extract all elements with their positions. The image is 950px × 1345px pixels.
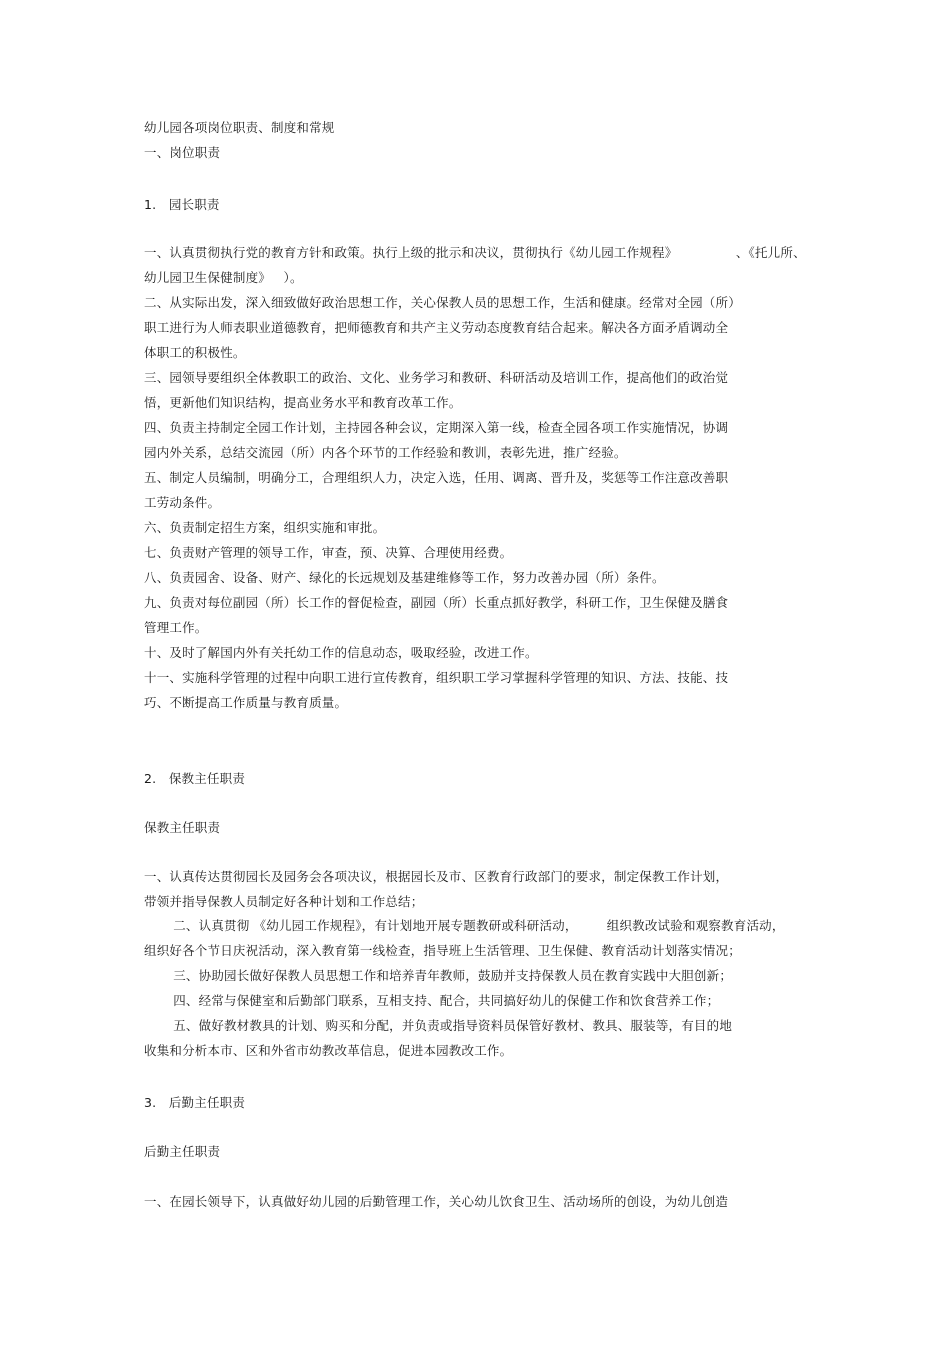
paragraph-line: 一、认真传达贯彻园长及园务会各项决议，根据园长及市、区教育行政部门的要求，制定保教工作计划，: [144, 869, 729, 884]
paragraph-line: 五、做好教材教具的计划、购买和分配，并负责或指导资料员保管好教材、教具、服装等，有目的地: [144, 1018, 733, 1033]
section-heading: 3. 后勤主任职责: [144, 1095, 246, 1110]
paragraph-line: 四、负责主持制定全园工作计划，主持园各种会议，定期深入第一线，检查全园各项工作实施情况，协调: [144, 420, 729, 435]
document-title: 幼儿园各项岗位职责、制度和常规: [144, 120, 335, 135]
paragraph-line: 四、经常与保健室和后勤部门联系，互相支持、配合，共同搞好幼儿的保健工作和饮食营养工作；: [144, 993, 720, 1008]
paragraph-line: 幼儿园卫生保健制度》 ）。: [144, 270, 303, 285]
paragraph-line: 二、认真贯彻 《幼儿园工作规程》，有计划地开展专题教研或科研活动， 组织教改试验和观察教育活动，: [144, 918, 785, 933]
paragraph-line: 十一、实施科学管理的过程中向职工进行宣传教育，组织职工学习掌握科学管理的知识、方法、技能、技: [144, 670, 729, 685]
paragraph-line: 管理工作。: [144, 620, 208, 635]
paragraph-line: 收集和分析本市、区和外省市幼教改革信息，促进本园教改工作。: [144, 1043, 513, 1058]
paragraph-line: 职工进行为人师表职业道德教育，把师德教育和共产主义劳动态度教育结合起来。解决各方面矛盾调动全: [144, 320, 729, 335]
section-heading: 1. 园长职责: [144, 197, 220, 212]
paragraph-line: 组织好各个节日庆祝活动，深入教育第一线检查，指导班上生活管理、卫生保健、教育活动计划落实情况；: [144, 943, 741, 958]
paragraph-line: 体职工的积极性。: [144, 345, 246, 360]
part-heading: 一、岗位职责: [144, 145, 221, 160]
paragraph-line: 八、负责园舍、设备、财产、绿化的长远规划及基建维修等工作，努力改善办园（所）条件。: [144, 570, 665, 585]
paragraph-line: 十、及时了解国内外有关托幼工作的信息动态，吸取经验，改进工作。: [144, 645, 538, 660]
paragraph-line: 二、从实际出发，深入细致做好政治思想工作，关心保教人员的思想工作，生活和健康。经常对全园（所）: [144, 295, 741, 310]
paragraph-line: 九、负责对每位副园（所）长工作的督促检查，副园（所）长重点抓好教学，科研工作，卫生保健及膳食: [144, 595, 729, 610]
paragraph-line: 悟，更新他们知识结构，提高业务水平和教育改革工作。: [144, 395, 462, 410]
paragraph-line: 六、负责制定招生方案，组织实施和审批。: [144, 520, 386, 535]
subheading: 后勤主任职责: [144, 1144, 221, 1159]
paragraph-line: 一、认真贯彻执行党的教育方针和政策。执行上级的批示和决议，贯彻执行《幼儿园工作规程》 、《托儿所、: [144, 245, 806, 260]
paragraph-line: 三、园领导要组织全体教职工的政治、文化、业务学习和教研、科研活动及培训工作，提高他们的政治觉: [144, 370, 729, 385]
paragraph-line: 巧、不断提高工作质量与教育质量。: [144, 695, 348, 710]
paragraph-line: 七、负责财产管理的领导工作，审查，预、决算、合理使用经费。: [144, 545, 513, 560]
paragraph-line: 五、制定人员编制，明确分工，合理组织人力，决定入选，任用、调离、晋升及，奖惩等工作注意改善职: [144, 470, 729, 485]
subheading: 保教主任职责: [144, 820, 221, 835]
paragraph-line: 一、在园长领导下，认真做好幼儿园的后勤管理工作，关心幼儿饮食卫生、活动场所的创设，为幼儿创造: [144, 1194, 729, 1209]
paragraph-line: 带领并指导保教人员制定好各种计划和工作总结；: [144, 894, 424, 909]
paragraph-line: 园内外关系，总结交流园（所）内各个环节的工作经验和教训，表彰先进，推广经验。: [144, 445, 627, 460]
paragraph-line: 工劳动条件。: [144, 495, 221, 510]
paragraph-line: 三、协助园长做好保教人员思想工作和培养青年教师，鼓励并支持保教人员在教育实践中大胆创新；: [144, 968, 733, 983]
section-heading: 2. 保教主任职责: [144, 771, 246, 786]
